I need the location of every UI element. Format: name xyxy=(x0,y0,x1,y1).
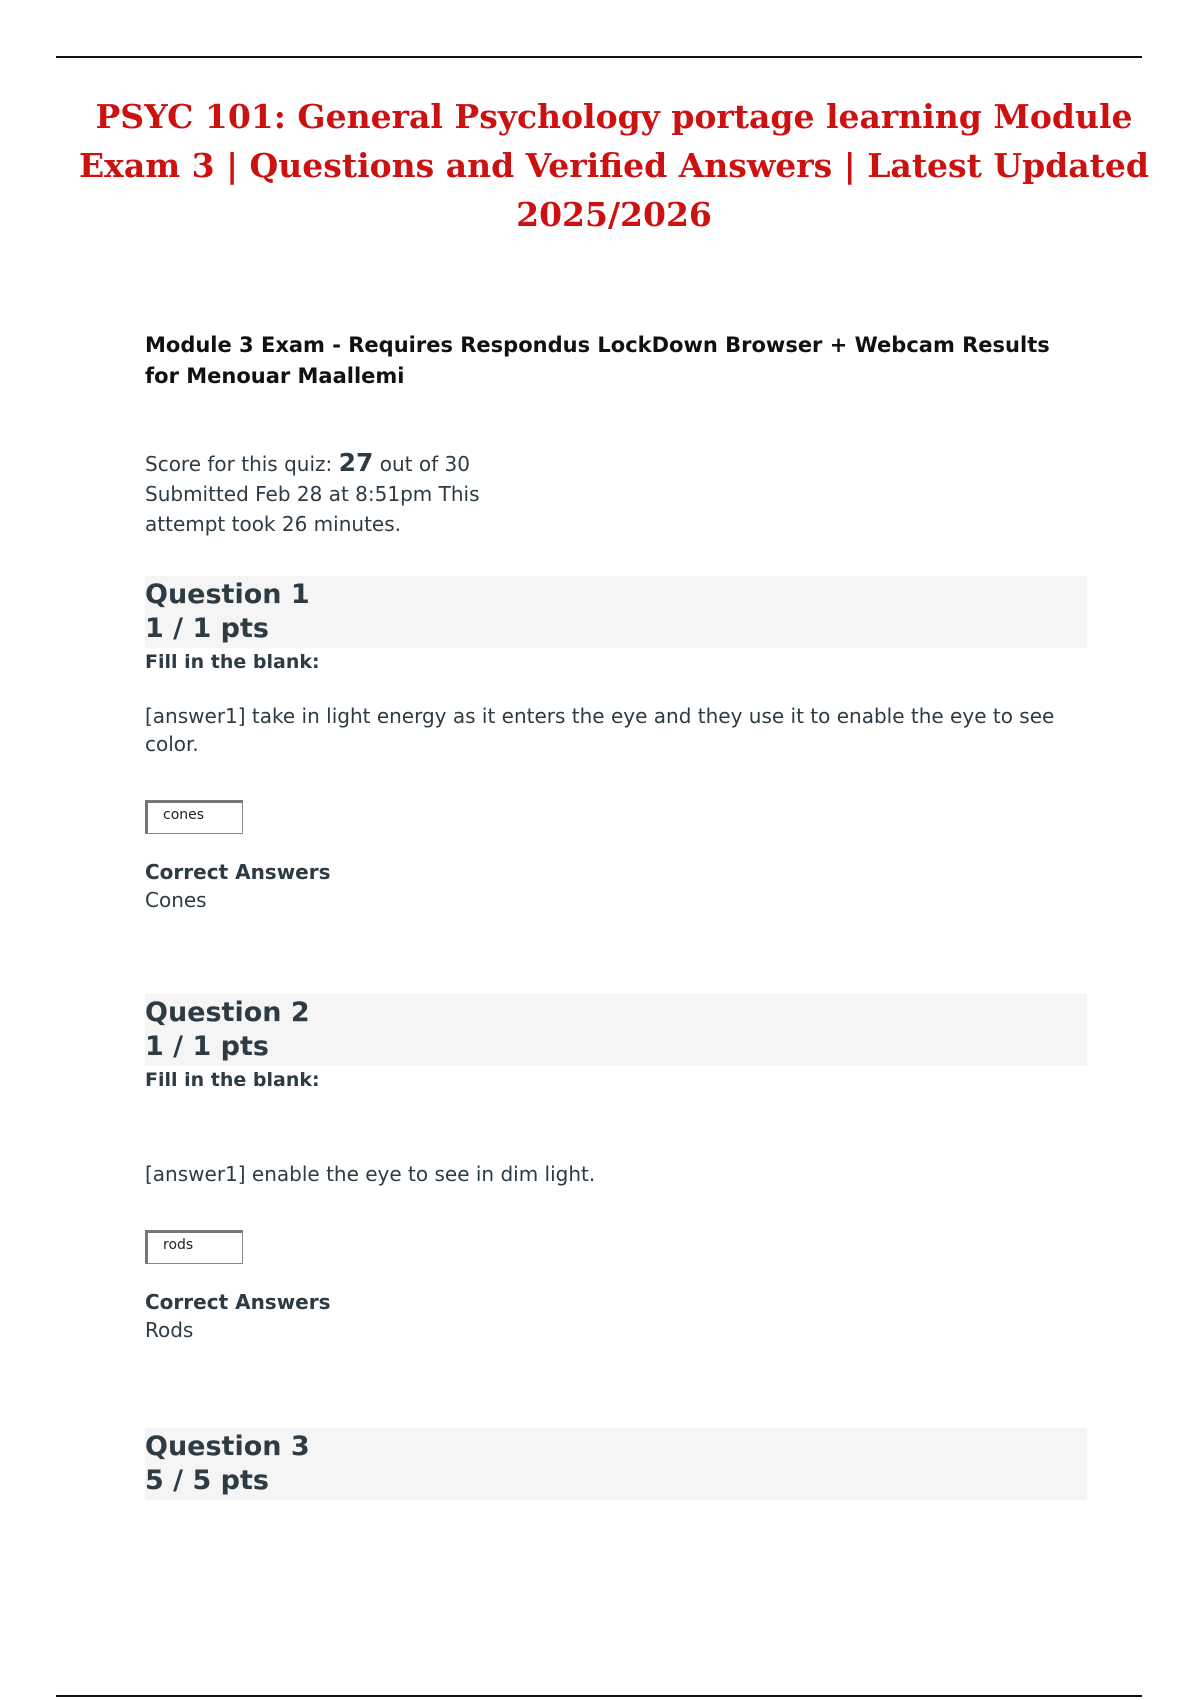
document-title: PSYC 101: General Psychology portage learning Module Exam 3 | Questions and Verified Answers | Latest Updated 2025/2026 xyxy=(79,97,1149,234)
question-3 xyxy=(145,1428,1087,1500)
exam-summary xyxy=(145,330,1087,539)
question-1 xyxy=(145,576,1087,914)
question-title: Question 3 xyxy=(145,1431,310,1462)
score-suffix: out of 30 xyxy=(373,452,470,476)
attempt-line: attempt took 26 minutes. xyxy=(145,512,401,536)
question-header xyxy=(145,576,1087,648)
question-type: Fill in the blank: xyxy=(145,651,320,673)
question-type: Fill in the blank: xyxy=(145,1069,320,1091)
question-title: Question 1 xyxy=(145,579,310,610)
question-2 xyxy=(145,994,1087,1344)
question-title: Question 2 xyxy=(145,997,310,1028)
answer-input[interactable]: cones xyxy=(145,800,243,834)
submitted-line: Submitted Feb 28 at 8:51pm This xyxy=(145,482,480,506)
question-points: 5 / 5 pts xyxy=(145,1465,269,1496)
question-points: 1 / 1 pts xyxy=(145,1031,269,1062)
correct-answer-value: Cones xyxy=(145,888,207,912)
question-text: [answer1] take in light energy as it enters the eye and they use it to enable the eye to see color. xyxy=(145,704,1055,756)
top-rule xyxy=(56,56,1142,58)
exam-heading: Module 3 Exam - Requires Respondus LockDown Browser + Webcam Results for Menouar Maallemi xyxy=(145,333,1050,388)
score-line xyxy=(145,448,1087,479)
quiz-meta xyxy=(145,448,1087,539)
answer-input[interactable]: rods xyxy=(145,1230,243,1264)
score-value: 27 xyxy=(338,448,374,477)
correct-answers-label: Correct Answers xyxy=(145,860,331,884)
question-header xyxy=(145,994,1087,1066)
question-header xyxy=(145,1428,1087,1500)
score-prefix: Score for this quiz: xyxy=(145,452,339,476)
question-text: [answer1] enable the eye to see in dim light. xyxy=(145,1162,596,1186)
question-points: 1 / 1 pts xyxy=(145,613,269,644)
bottom-rule xyxy=(56,1695,1142,1697)
correct-answer-value: Rods xyxy=(145,1318,194,1342)
correct-answers-label: Correct Answers xyxy=(145,1290,331,1314)
